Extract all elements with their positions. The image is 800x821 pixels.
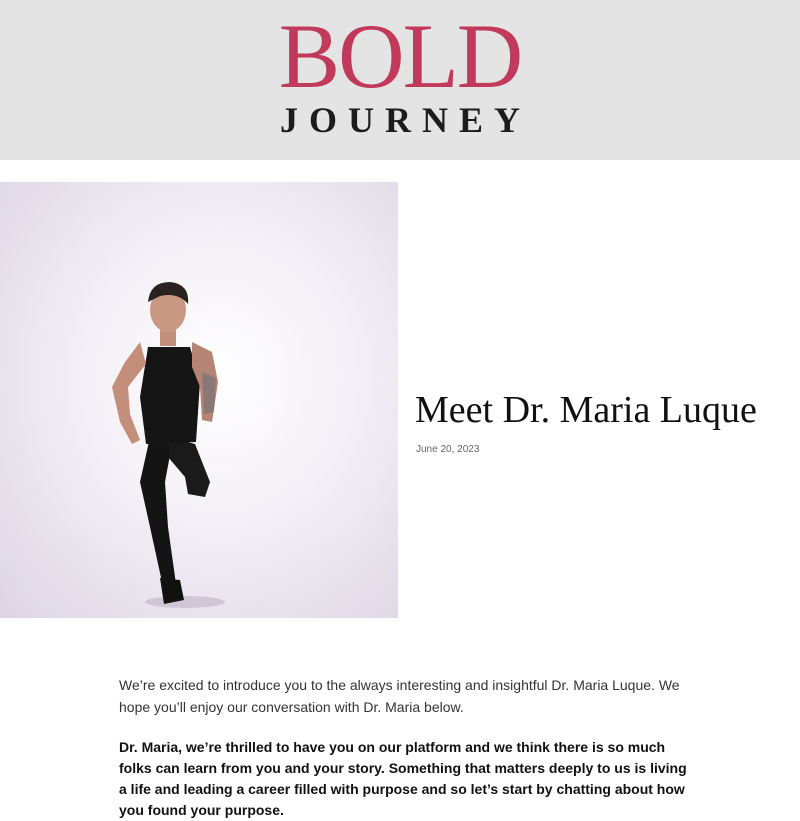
site-header — [0, 0, 800, 160]
torso-tank-top — [140, 347, 200, 444]
arm-tattoo — [202, 372, 216, 414]
article-photo — [0, 182, 398, 618]
right-leg — [168, 437, 210, 497]
shoe — [160, 578, 184, 604]
interview-question: Dr. Maria, we’re thrilled to have you on our platform and we think there is so much folks can learn from you and your story. Something that matters deeply to us is living a life and leading a career filled with purpose and so let’s start by chatting about how you found your purpose. — [119, 739, 687, 818]
article-title: Meet Dr. Maria Luque — [415, 389, 757, 431]
article-date: June 20, 2023 — [416, 444, 480, 455]
logo-journey-text[interactable]: JOURNEY — [279, 100, 531, 140]
intro-paragraph: We’re excited to introduce you to the always interesting and insightful Dr. Maria Luque. We hope you’ll enjoy our conversation with Dr. Maria below. — [119, 677, 680, 715]
runner-illustration — [0, 182, 398, 618]
floor-shadow — [145, 596, 225, 608]
logo-bold-text[interactable]: BOLD — [278, 5, 522, 107]
